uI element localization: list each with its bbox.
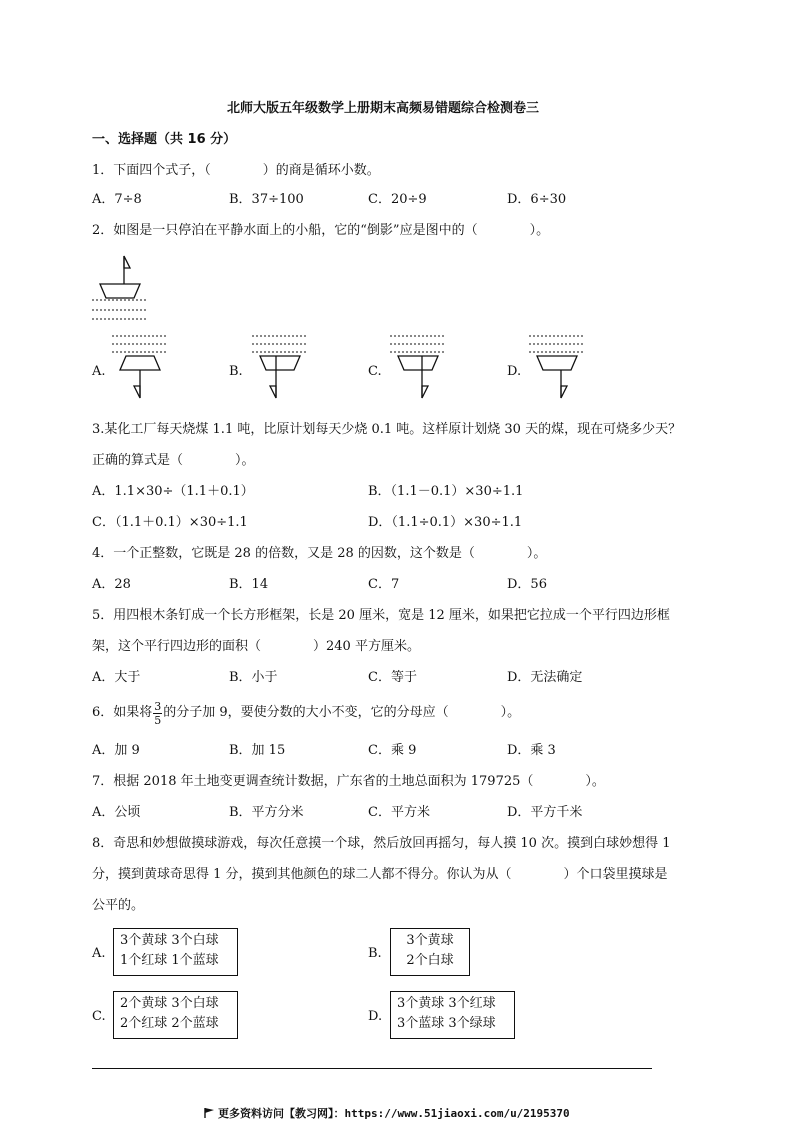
footer-divider (92, 1068, 652, 1069)
q6-option-a: A．加 9 (92, 743, 140, 758)
q7-option-c: C．平方米 (368, 805, 430, 820)
q8-stem-line3: 公平的。 (92, 898, 145, 913)
bag-c-line2: 2个红球 2个蓝球 (120, 1016, 219, 1031)
q3-option-d: D．（1.1÷0.1）×30÷1.1 (368, 515, 523, 530)
flag-icon (203, 1107, 215, 1119)
q6-stem (92, 700, 520, 727)
q5-option-a: A．大于 (92, 670, 141, 685)
q8-option-b: B. (368, 946, 382, 961)
q8-stem-line1: 8．奇思和妙想做摸球游戏，每次任意摸一个球，然后放回再摇匀，每人摸 10 次。摸到白球妙想得 1 (92, 836, 671, 851)
q2-option-b: B. (229, 364, 243, 379)
footer-link[interactable]: 更多资料访问【教习网】：https://www.51jiaoxi.com/u/2195370 (218, 1107, 570, 1120)
q8-option-d: D. (368, 1009, 383, 1024)
bag-a-line1: 3个黄球 3个白球 (120, 933, 219, 948)
q6-fraction (153, 701, 162, 726)
q8-bag-b (390, 928, 470, 976)
q2-option-a: A. (92, 364, 106, 379)
q7-option-d: D．平方千米 (507, 805, 583, 820)
q2-option-c: C. (368, 364, 382, 379)
bag-b-line2: 2个白球 (406, 953, 454, 968)
q4-option-c: C．7 (368, 577, 400, 592)
q2-stem: 2．如图是一只停泊在平静水面上的小船，它的“倒影”应是图中的（ ）。 (92, 223, 550, 238)
reflection-option-c (388, 334, 448, 402)
q4-stem: 4．一个正整数，它既是 28 的倍数，又是 28 的因数，这个数是（ ）。 (92, 546, 547, 561)
q6-option-c: C．乘 9 (368, 743, 417, 758)
q3-option-c: C．（1.1＋0.1）×30÷1.1 (92, 515, 248, 530)
page-title: 北师大版五年级数学上册期末高频易错题综合检测卷三 (227, 101, 540, 116)
bag-b-line1: 3个黄球 (406, 933, 454, 948)
reflection-option-b (250, 334, 310, 402)
q1-option-d: D．6÷30 (507, 192, 567, 207)
section-heading: 一、选择题（共 16 分） (92, 132, 237, 147)
q1-option-b: B．37÷100 (229, 192, 304, 207)
q6-option-d: D．乘 3 (507, 743, 556, 758)
q5-stem-line2: 架，这个平行四边形的面积（ ）240 平方厘米。 (92, 639, 420, 654)
q5-option-b: B．小于 (229, 670, 278, 685)
q5-option-c: C．等于 (368, 670, 417, 685)
bag-c-line1: 2个黄球 3个白球 (120, 996, 219, 1011)
bag-a-line2: 1个红球 1个蓝球 (120, 953, 219, 968)
q3-option-b: B．（1.1－0.1）×30÷1.1 (368, 484, 524, 499)
reflection-option-a (110, 334, 170, 402)
bag-d-line2: 3个蓝球 3个绿球 (397, 1016, 496, 1031)
q4-option-b: B．14 (229, 577, 269, 592)
q4-option-a: A．28 (92, 577, 131, 592)
q3-option-a: A．1.1×30÷（1.1＋0.1） (92, 484, 254, 499)
fraction-numerator: 3 (154, 699, 162, 713)
q1-option-a: A．7÷8 (92, 192, 142, 207)
q8-bag-c (113, 991, 238, 1039)
q2-option-d: D. (507, 364, 522, 379)
q6-stem-post: 的分子加 9，要使分数的大小不变，它的分母应（ ）。 (163, 705, 521, 720)
q7-stem: 7．根据 2018 年土地变更调查统计数据，广东省的土地总面积为 179725（ ）。 (92, 774, 605, 789)
q8-stem-line2: 分，摸到黄球奇思得 1 分，摸到其他颜色的球二人都不得分。你认为从（ ）个口袋里摸球是 (92, 867, 668, 882)
q8-option-a: A. (92, 946, 106, 961)
bag-d-line1: 3个黄球 3个红球 (397, 996, 496, 1011)
q8-bag-a (113, 928, 238, 976)
q4-option-d: D．56 (507, 577, 547, 592)
q6-option-b: B．加 15 (229, 743, 286, 758)
q8-option-c: C. (92, 1009, 106, 1024)
reflection-option-d (527, 334, 587, 402)
q7-option-b: B．平方分米 (229, 805, 304, 820)
q1-stem: 1．下面四个式子，（ ）的商是循环小数。 (92, 163, 380, 178)
q3-stem-line2: 正确的算式是（ ）。 (92, 453, 255, 468)
q6-stem-pre: 6．如果将 (92, 705, 153, 720)
q7-option-a: A．公顷 (92, 805, 141, 820)
q3-stem-line1: 3.某化工厂每天烧煤 1.1 吨，比原计划每天少烧 0.1 吨。这样原计划烧 30 天的煤，现在可烧多少天？ (92, 422, 682, 437)
q8-bag-d (390, 991, 515, 1039)
q1-option-c: C．20÷9 (368, 192, 427, 207)
q5-option-d: D．无法确定 (507, 670, 583, 685)
boat-figure (90, 252, 150, 324)
q5-stem-line1: 5．用四根木条钉成一个长方形框架，长是 20 厘米，宽是 12 厘米，如果把它拉成一个平行四边形框 (92, 608, 670, 623)
fraction-denominator: 5 (154, 713, 162, 727)
